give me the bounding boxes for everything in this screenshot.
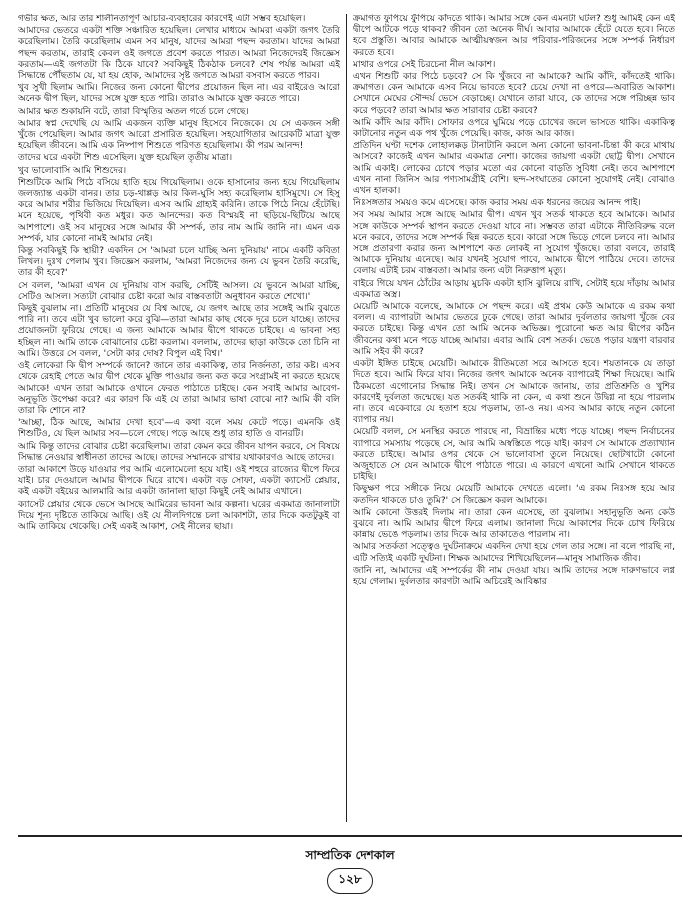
paragraph: একটা ইঙ্গিত চাইছে মেয়েটি। আমাকে রীতিমতো সরে আসতে হবে। শয়তানকে যে তাড়া দিতে হবে। আমি ফিরে যাব। নিজের জগৎ আমাকে অনেক ব্যাপারেই শিক্ষা দিয়েছে। আমি ঠিকমতো এগোনোর সিদ্ধান্ত নিই। তখন সে আমাকে জানায়, তার প্রতিশ্রুতি ও খুশির কারণেই দুর্বলতা জন্মেছে। যত সতর্কই থাকি না কেন, এ কথা শুনে উদ্বিগ্ন না হয়ে পারলাম না। তবে একেবারে যে হতাশ হয়ে পড়লাম, তা-ও নয়। এসব আমার কাছে নতুন কোনো ব্যাপার নয়। bbox=[353, 359, 675, 426]
paragraph: আমি কোনো উত্তরই দিলাম না। তারা কেন এসেছে, তা বুঝলাম। সহানুভূতি অন্য কেউ বুঝবে না। আমি আমার দ্বীপে ফিরে এলাম। জানালা দিয়ে আকাশের দিকে চোখ ফিরিয়ে কান্নায় ভেঙে পড়লাম। তার দিকে আর তাকাতেও পারলাম না। bbox=[353, 507, 675, 541]
paragraph: আমার ক্ষত শুকায়নি বটে, তারা বিস্মৃতির অতল গর্তে চলে গেছে। bbox=[18, 106, 249, 117]
paragraph: আমাদের ভেতরে একটা শক্তি সঞ্চারিত হয়েছিল। লেখার মাধ্যমে আমরা একটা জগৎ তৈরি করেছিলাম। তৈরি করেছিলাম এমন সব মানুষ, যাদের আমরা পছন্দ করতাম। যাদের আমরা পছন্দ করতাম, তারাই কেবল ওই জগতে প্রবেশ করতে পারত। আমরা নিজেদেরই জিজ্ঞেস করতাম—এই জগতটা কি ঠিকে যাবে? সবকিছুই ঠিকঠাক চলবে? শেষ পর্যন্ত আমরা এই সিদ্ধান্তে পৌঁছতাম যে, যা হয় হোক, আমাদের সৃষ্ট জগতে আমরা বসবাস করতে পারব। bbox=[18, 26, 340, 82]
paragraph: কিছুক্ষণ পরে সঙ্গীকে নিয়ে মেয়েটি আমাকে দেখতে এলো। 'এ রকম নিঃসঙ্গ হয়ে আর কতদিন থাকতে চাও তুমি?' সে জিজ্ঞেস করল আমাকে। bbox=[353, 484, 675, 506]
paragraph: ক্যাসেট প্লেয়ার থেকে ভেসে আসছে আমিরের ভাবনা আর কল্পনা। ঘরের একমাত্র জানালাটা দিয়ে শূন্য দৃষ্টিতে তাকিয়ে আছি। ওই যে নীলদিগন্তে চলা আকাশটা, তার দিকে কতটুকুই বা আমি তাকিয়ে থেকেছি। সেই একই আকাশ, সেই নীলের ছায়া। bbox=[18, 499, 340, 532]
paragraph: সব সময় আমার সঙ্গে আছে আমার দ্বীপ। এখন খুব সতর্ক থাকতে হবে আমাকে। আমার সঙ্গে কাউকে সম্পর্ক স্থাপন করতে দেওয়া যাবে না। সম্ভবত তারা এটাকে নীতিবিরুদ্ধ বলে মনে করবে, তাদের সঙ্গে সম্পর্ক ছিন্ন করতে হবে। কারো সঙ্গে ভিড়ে গেলে চলবে না। আমার সঙ্গে প্রতারণা করার জন্য আশপাশে কত লোকই না সুযোগ খুঁজছে। তারা বলবে, তারাই আমাকে দুনিয়ায় এনেছে। আর যখনই সুযোগ পাবে, আমাকে দ্বীপে পাঠিয়ে দেবে। তাদের বেলায় এটাই চরম বাস্তবতা। আমার জন্য এটা নিরুত্তাপ মৃত্যু। bbox=[353, 210, 675, 277]
left-text-column bbox=[18, 14, 340, 822]
paragraph: তারা আকাশে উড়ে যাওয়ার পর আমি এলোমেলো হয়ে যাই। ওই শহুরে রাজ্যের দ্বীপে ফিরে যাই। চার দেওয়ালে আমার দ্বীপকে ঘিরে রাখে। একটা বড় সোফা, একটা ক্যাসেট প্লেয়ার, কই একটা বইয়ের আলমারি আর একটা জানালা ছাড়া কিছুই নেই আমার এখানে। bbox=[18, 464, 340, 498]
paragraph: নিঃসঙ্গতার সময়ও কমে এসেছে। কাজ করার সময় এক ধরনের জয়ের আনন্দ পাই। bbox=[353, 198, 641, 209]
paragraph: 'আচ্ছা, ঠিক আছে, আমার দেখা হবে'—এ কথা বলে সময় কেটে পড়ে। এমনকি ওই শিশুটিও, যে ছিল আমার সব—চলে গেছে। পড়ে আছে শুধু তার হাতি ও বানরটি। bbox=[18, 418, 340, 440]
page-number: ১২৮ bbox=[327, 868, 373, 894]
paragraph: মেয়েটি আমাকে বলেছে, আমাকে সে পছন্দ করে। এই প্রথম কেউ আমাকে এ রকম কথা বলল। এ ব্যাপারটা আমার ভেতরে ঢুকে গেছে। তারা আমার দুর্বলতার জায়গা খুঁজে বের করতে চাইছে। কিন্তু এখন তো আমি অনেক অভিজ্ঞ। পুরোনো ক্ষত আর দ্বীপের কঠিন জীবনের কথা মনে পড়ে যাচ্ছে আমার। এবার আমি বেশ সতর্ক। ভেঙে পড়ার যন্ত্রণা বারবার আমি সইব কী করে? bbox=[353, 302, 675, 357]
paragraph: বাইরে গিয়ে যখন ঠোঁটের আড়ায় মুচকি একটা হাসি ঝুলিয়ে রাখি, সেটাই হয়ে দাঁড়ায় আমার একমাত্র অস্ত্র। bbox=[353, 278, 675, 300]
footer-rule bbox=[18, 835, 682, 837]
right-text-column bbox=[353, 14, 675, 822]
paragraph: মেয়েটি বলল, সে মনস্থির করতে পারছে না, বিভ্রান্তির মধ্যে পড়ে যাচ্ছে। পছন্দ নির্বাচনের ব্যাপারে সমস্যায় পড়েছে সে, আর আমি অস্বস্তিতে পড়ে যাই। কারণ সে আমাকে প্রত্যাখ্যান করতে চাইছে। আমার ওপর থেকে সে ভালোবাসা তুলে নিয়েছে। ছোটখাটো কোনো অজুহাতে সে যেন আমাকে দ্বীপে পাঠাতে পারে। এ কারণে এখনো আমি সেখানে থাকতে চাইছি। bbox=[353, 427, 675, 483]
paragraph: এখন শিশুটি কার পিঠে চড়বে? সে কি খুঁজবে না আমাকে? আমি কাঁদি, কাঁদতেই থাকি। ক্রমাগত। কেন আমাকে এসব নিয়ে ভাবতে হবে? চেয়ে দেখা না ওপরে—অবারিত আকাশ। সেখানে মেঘের সৌন্দর্য ভেসে বেড়াচ্ছে। যেখানে তারা যাবে, কে তাদের সঙ্গে পরিচ্ছন্ন ভাব করে পড়বে? তারা আমার ক্ষত সারাবার চেষ্টা করবে? bbox=[353, 72, 675, 116]
paragraph: কিছুই বুঝলাম না। প্রতিটি মানুষের যে বিশ্ব আছে, যে জগৎ আছে তার সঙ্গেই আমি বুঝতে পারি না। তবে এটা খুব ভালো করে বুঝি—তারা আমার কাছ থেকে দূরে চলে যাচ্ছে। তাদের প্রয়োজনটা ফুরিয়ে গেছে। এ জন্য আমাকে আমার দ্বীপে থাকতে চাইছে। এ ভাবনা সহ্য হচ্ছিল না। আমি তাকে বোঝানোর চেষ্টা করলাম। বললাম, তাদের ছাড়া কাউকে তো চিনি না আমি। উত্তরে সে বলল, 'সেটা কার দোষ? বিপুল এই বিশ্ব।' bbox=[18, 304, 340, 359]
paragraph: শিশুটিকে আমি পিঠে বসিয়ে হাতি হয়ে গিয়েছিলাম। ওকে হাসানোর জন্য হয়ে গিয়েছিলাম জলজ্যান্ত একটা বানর। তার চড়-থাপ্পড় আর কিল-ঘুসি সহ্য করেছিলাম হাসিমুখে। সে হিসু করে আমার শরীর ভিজিয়ে দিয়েছিল। এসব আমি গ্রাহ্যই করিনি। তাকে পিঠে নিয়ে হেঁটেছি। মনে হয়েছে, পৃথিবী কত মধুর। কত আনন্দের। কত বিস্ময়ই না ছড়িয়ে-ছিটিয়ে আছে আশপাশে। ওই সব মানুষের সঙ্গে আমার কী সম্পর্ক, তার নাম আমি জানি না। এমন এক সম্পর্ক, যার কোনো নামই আমার নেই। bbox=[18, 177, 340, 244]
paragraph: আমার স্বপ্ন দেখেছি যে আমি একজন ব্যক্তি মানুষ হিসেবে নিজেকে। যে সে একজন সঙ্গী খুঁজে পেয়েছিল। আমার জগৎ আরো প্রসারিত হয়েছিল। সহযোগিতার আরেকটি মাত্রা যুক্ত হয়েছিল জীবনে। আমি এক নিষ্পাপ শিশুতে পরিণত হয়েছিলাম। কী পরম আনন্দ! bbox=[18, 118, 340, 152]
paragraph: আমি কাঁদি আর কাঁদি। সোফার ওপরে ঘুমিয়ে পড়ে চোখের জলে ভাসতে থাকি। একাকিত্ব কাটানোর নতুন এক পথ খুঁজে পেয়েছি। কাজ, কাজ আর কাজ। bbox=[353, 117, 675, 140]
magazine-name: সাম্প্রতিক দেশকাল bbox=[305, 848, 395, 862]
paragraph: গভীর ক্ষত, আর তার শালীনতাপূর্ণ আচার-ব্যবহারের কারণেই এটা সম্ভব হয়েছিল। bbox=[18, 14, 306, 24]
paragraph: কিন্তু সবকিছুই কি স্থায়ী? একদিন সে 'আমরা চলে যাচ্ছি অন্য দুনিয়ায়' নামে একটি কবিতা লিখল। দুঃখ পেলাম খুব। জিজ্ঞেস করলাম, 'আমরা নিজেদের জন্য যে ভুবন তৈরি করেছি, তার কী হবে?' bbox=[18, 246, 340, 279]
paragraph: মাথার ওপরে সেই চিরচেনা নীল আকাশ। bbox=[353, 59, 496, 70]
paragraph: সে বলল, 'আমরা এখন যে দুনিয়ায় বাস করছি, সেটিই আসল। যে ভুবনে আমরা যাচ্ছি, সেটিও আসল। সত্যটা বোঝার চেষ্টা করো আর বাস্তবতাটা অনুধাবন করতে শেখো।' bbox=[18, 280, 340, 302]
paragraph: ক্রমাগত ফুপিয়ে ফুঁপিয়ে কাঁদতে থাকি। আমার সঙ্গে কেন এমনটা ঘটল? শুধু আমিই কেন এই দ্বীপে আটকে পড়ে থাকব? জীবন তো অনেক দীর্ঘ। আবার আমাকে হেঁটে যেতে হবে। নিতে হবে প্রস্তুতি। আবার আমাকে আত্মীয়স্বজন আর পরিবার-পরিজনের সঙ্গে সম্পর্ক নির্ধারণ করতে হবে। bbox=[353, 14, 675, 58]
paragraph: প্রতিদিন ঘণ্টা দশেক লোহালক্কড় টানাটানি করলে অন্য কোনো ভাবনা-চিন্তা কী করে মাথায় আসবে? কাজেই এখন আমার একমাত্র নেশা। কাজের জায়গা একটা ছোট্ট দ্বীপ। সেখানে আমি একাই। লোকের চোখে পড়ার মতো এর কোনো বাড়তি সুবিধা নেই। তবে আশপাশে এখন নানা জিনিস আর পণ্যসামগ্রীই বেশি। ছন্দ-সংঘাতের কোনো সুযোগই নেই। বোঝাও এখন হালকা। bbox=[353, 141, 675, 197]
paragraph: জানি না, আমাদের এই সম্পর্কের কী নাম দেওয়া যায়। আমি তাদের সঙ্গে দারুণভাবে লগ্ন হয়ে গেলাম। দুর্বলতার কারণটা আমি অচিরেই আবিষ্কার bbox=[353, 565, 675, 587]
column-divider bbox=[346, 14, 347, 822]
paragraph: ওই লোকেরা কি দ্বীপ সম্পর্কে জানে? জানে তার একাকিত্ব, তার নির্জনতা, তার কষ্ট। এসব থেকে রেহাই পেতে আর দ্বীপ থেকে মুক্তি পাওয়ার জন্য কত করে সংগ্রামই না করতে হয়েছে আমাকে! এখন তারা আমাকে ওখানে ফেরত পাঠাতে চাইছে। কেন সবাই আমার আবেগ-অনুভূতি উপেক্ষা করে? এর কারণ কি এই যে তারা আমার ভাষা বোঝে না? আমি কী বলি তারা কি শোনে না? bbox=[18, 361, 340, 416]
paragraph: তাদের ঘরে একটা শিশু এসেছিল। যুক্ত হয়েছিল তৃতীয় মাত্রা। bbox=[18, 153, 233, 164]
paragraph: আমার সতর্কতা সত্ত্বেও দুর্ঘটনাক্রমে একদিন দেখা হয়ে গেল তার সঙ্গে। না বলে পারছি না, এটি সত্যিই একটি দুর্ঘটনা। শিক্ষক আমাদের শিখিয়েছিলেন—মানুষ সামাজিক জীব। bbox=[353, 542, 675, 564]
paragraph: আমি কিন্তু তাদের বোঝার চেষ্টা করেছিলাম। তারা কেমন করে জীবন যাপন করবে, সে বিষয়ে সিদ্ধান্ত নেওয়ার স্বাধীনতা তাদের আছে। তাদের সম্মানকে রাখার যথাকারণও আছে তাদের। bbox=[18, 441, 340, 463]
paragraph: খুব ভালোবাসি আমি শিশুদের। bbox=[18, 165, 127, 176]
paragraph: খুব সুখী ছিলাম আমি। নিজের জন্য কোনো দ্বীপের প্রয়োজন ছিল না। এর বাইরেও আরো অনেক দ্বীপ ছিল, যাদের সঙ্গে যুক্ত হতে পারি। তারাও আমাকে যুক্ত করতে পারে। bbox=[18, 83, 340, 105]
